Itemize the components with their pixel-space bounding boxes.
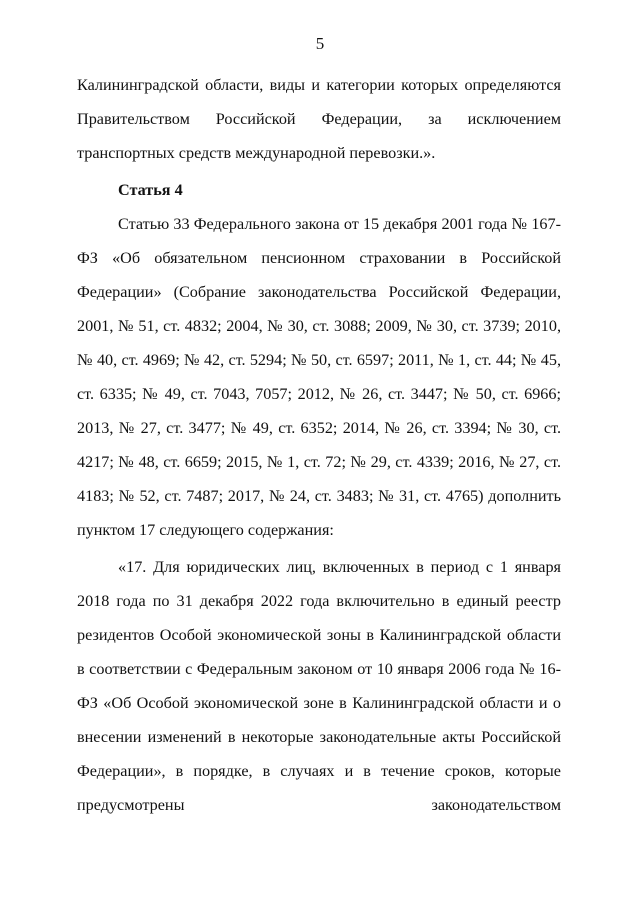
- document-body: [77, 68, 561, 822]
- article-paragraph: Статью 33 Федерального закона от 15 декабря 2001 года № 167-ФЗ «Об обязательном пенсионном страховании в Российской Федерации» (Собрание законодательства Российской Федерации, 2001, № 51, ст. 4832; 2004, № 30, ст. 3088; 2009, № 30, ст. 3739; 2010, № 40, ст. 4969; № 42, ст. 5294; № 50, ст. 6597; 2011, № 1, ст. 44; № 45, ст. 6335; № 49, ст. 7043, 7057; 2012, № 26, ст. 3447; № 50, ст. 6966; 2013, № 27, ст. 3477; № 49, ст. 6352; 2014, № 26, ст. 3394; № 30, ст. 4217; № 48, ст. 6659; 2015, № 1, ст. 72; № 29, ст. 4339; 2016, № 27, ст. 4183; № 52, ст. 7487; 2017, № 24, ст. 3483; № 31, ст. 4765) дополнить пунктом 17 следующего содержания:: [77, 215, 561, 539]
- continuation-paragraph: Калининградской области, виды и категории которых определяются Правительством Российской Федерации, за исключением транспортных средств международной перевозки.».: [77, 76, 561, 162]
- article-heading: Статья 4: [118, 181, 183, 199]
- page-number: 5: [315, 34, 325, 53]
- quote-paragraph: «17. Для юридических лиц, включенных в период с 1 января 2018 года по 31 декабря 2022 года включительно в единый реестр резидентов Особой экономической зоны в Калининградской области в соответствии с Федеральным законом от 10 января 2006 года № 16-ФЗ «Об Особой экономической зоне в Калининградской области и о внесении изменений в некоторые законодательные акты Российской Федерации», в порядке, в случаях и в течение сроков, которые предусмотрены законодательством: [77, 558, 561, 814]
